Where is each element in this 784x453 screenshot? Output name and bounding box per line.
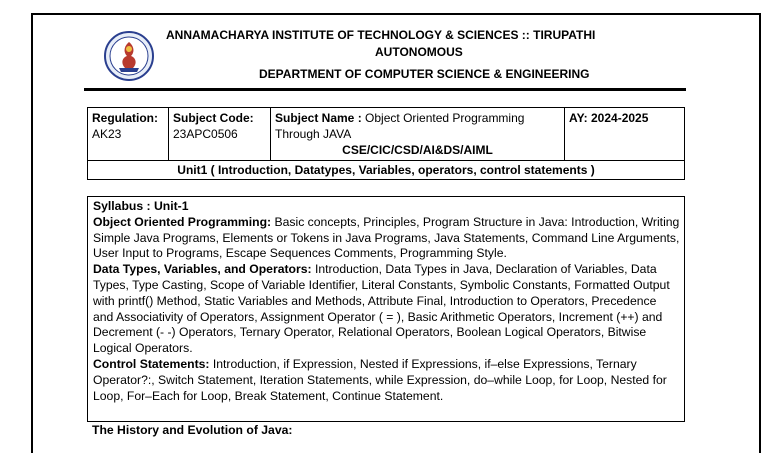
syllabus-box (87, 196, 685, 422)
datatypes-heading: Data Types, Variables, and Operators: (93, 262, 312, 277)
syllabus-oop (93, 215, 680, 262)
subject-name-value: Object Oriented Programming (365, 111, 525, 125)
subject-code-value: 23APC0506 (173, 127, 238, 141)
institute-logo-icon (104, 30, 154, 82)
regulation-value: AK23 (92, 127, 122, 141)
regulation-label: Regulation: (92, 111, 158, 125)
subject-code-cell (169, 108, 271, 160)
history-heading: The History and Evolution of Java: (92, 423, 293, 437)
branches: CSE/CIC/CSD/AI&DS/AIML (342, 143, 493, 157)
regulation-cell (88, 108, 169, 160)
control-heading: Control Statements: (93, 356, 210, 371)
control-text: Introduction, if Expression, Nested if Expressions, if–else Expressions, Ternary Operator?:, Switch Statement, Iteration Statements, while Expression, do–while Loop, for Loop, Nested for Loop, For–Each for Loop, Break Statement, Continue Statement. (93, 356, 667, 403)
oop-text: Basic concepts, Principles, Program Structure in Java: Introduction, Writing Simple Java Programs, Elements or Tokens in Java Programs, Java Statements, Command Line Arguments, User Input to Programs, Escape Sequences Comments, Programming Style. (93, 214, 680, 261)
subject-name-value-cont: Through JAVA (275, 127, 352, 141)
department-name: DEPARTMENT OF COMPUTER SCIENCE & ENGINEERING (259, 67, 590, 81)
subject-name-label: Subject Name : (275, 111, 362, 125)
oop-heading: Object Oriented Programming: (93, 214, 272, 229)
datatypes-text: Introduction, Data Types in Java, Declaration of Variables, Data Types, Type Casting, Scope of Variable Identifier, Literal Constants, Symbolic Constants, Formatted Output with printf() Method, Static Variables and Methods, Attribute Final, Introduction to Operators, Precedence and Associativity of Operators, Assignment Operator ( = ), Basic Arithmetic Operators, Increment (++) and Decrement (- -) Operators, Ternary Operator, Relational Operators, Boolean Logical Operators, Bitwise Logical Operators. (93, 262, 670, 356)
institute-name: ANNAMACHARYA INSTITUTE OF TECHNOLOGY & SCIENCES :: TIRUPATHI (166, 28, 596, 42)
header-divider (84, 88, 686, 91)
subject-name-cell (271, 108, 565, 160)
autonomous-label: AUTONOMOUS (375, 45, 463, 59)
syllabus-control (93, 357, 680, 404)
syllabus-datatypes (93, 262, 680, 357)
unit-title: Unit1 ( Introduction, Datatypes, Variables, operators, control statements ) (88, 160, 684, 179)
syllabus-title: Syllabus : Unit-1 (93, 199, 189, 213)
subject-code-label: Subject Code: (173, 111, 254, 125)
subject-info-table (87, 107, 685, 180)
academic-year: AY: 2024-2025 (569, 111, 649, 125)
